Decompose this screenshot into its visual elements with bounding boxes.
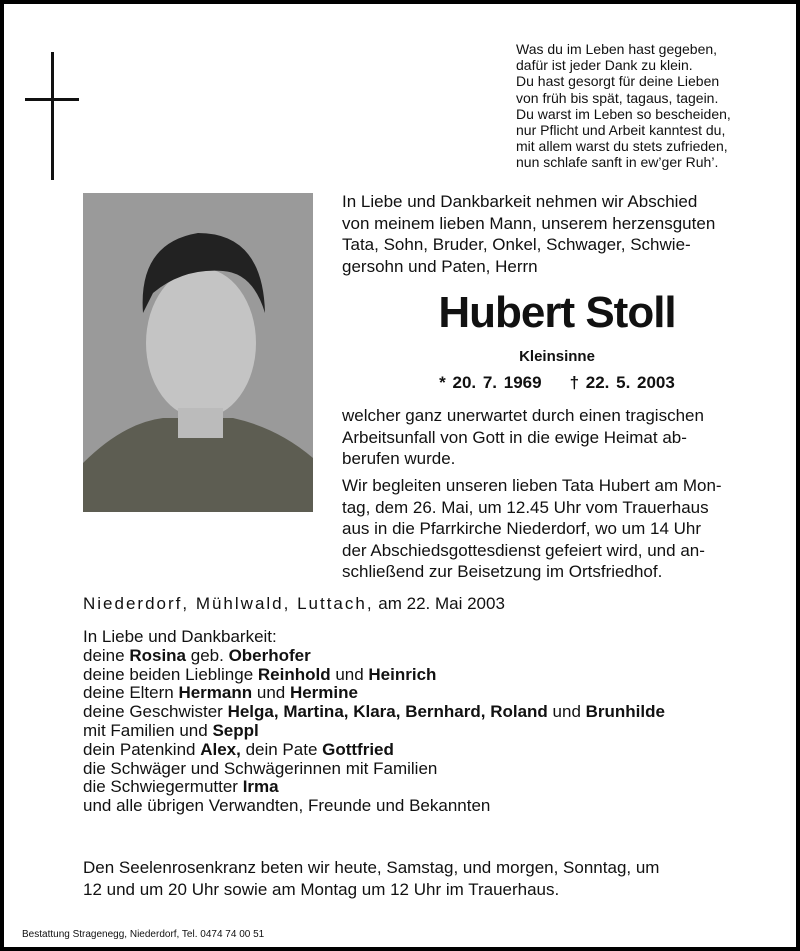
poem-line: von früh bis spät, tagaus, tagein. (516, 89, 719, 106)
mourner-text: und (547, 702, 586, 722)
funeral-details (342, 475, 782, 583)
mourner-text: die Schwäger und Schwägerinnen mit Familien (83, 758, 438, 778)
death-circumstance (342, 405, 782, 470)
poem-line: nur Pflicht und Arbeit kanntest du, (516, 122, 726, 139)
mourner-name: Seppl (212, 720, 259, 740)
mourner-line (83, 647, 665, 666)
date: am 22. Mai 2003 (378, 594, 505, 613)
poem-line: Du warst im Leben so bescheiden, (516, 105, 731, 122)
text-line: aus in die Pfarrkirche Niederdorf, wo um 14 Uhr (342, 519, 702, 538)
text-line: schließend zur Beisetzung im Ortsfriedhof. (342, 562, 663, 581)
deceased-hometown: Kleinsinne (519, 348, 595, 365)
poem-line: Du hast gesorgt für deine Lieben (516, 73, 720, 90)
mourner-text: deine Geschwister (83, 702, 228, 722)
mourner-name: Oberhofer (228, 645, 311, 665)
intro-text (342, 191, 782, 277)
mourner-text: mit Familien und (83, 720, 213, 740)
mourner-line (83, 628, 665, 647)
mourner-name: Alex, (200, 739, 241, 759)
mourner-line (83, 684, 665, 703)
location: Niederdorf, Mühlwald, Luttach, (83, 594, 374, 613)
life-dates (342, 372, 772, 393)
mourner-text: geb. (186, 645, 229, 665)
mourner-text: deine (83, 645, 130, 665)
text-line: Den Seelenrosenkranz beten wir heute, Samstag, und morgen, Sonntag, um (83, 858, 660, 877)
portrait-photo (83, 193, 313, 512)
mourner-text: und alle übrigen Verwandten, Freunde und Bekannten (83, 796, 491, 816)
mourner-text: dein Pate (240, 739, 323, 759)
intro-line: Tata, Sohn, Bruder, Onkel, Schwager, Schwie- (342, 235, 691, 254)
text-line: 12 und um 20 Uhr sowie am Montag um 12 Uhr im Trauerhaus. (83, 880, 560, 899)
mourners-list (83, 628, 665, 816)
text-line: Wir begleiten unseren lieben Tata Hubert am Mon- (342, 476, 722, 495)
mourner-name: Heinrich (368, 664, 437, 684)
mourner-line (83, 797, 665, 816)
mourner-name: Irma (242, 777, 279, 797)
mourner-line (83, 703, 665, 722)
poem-line: mit allem warst du stets zufrieden, (516, 138, 728, 155)
mourner-text: deine Eltern (83, 683, 179, 703)
mourner-text: In Liebe und Dankbarkeit: (83, 627, 277, 646)
mourner-line (83, 722, 665, 741)
location-date (83, 593, 505, 614)
mourner-name: Gottfried (322, 739, 394, 759)
text-line: berufen wurde. (342, 449, 456, 468)
mourner-line (83, 760, 665, 779)
mourner-name: Hermine (289, 683, 358, 703)
poem (516, 41, 731, 171)
mourner-text: die Schwiegermutter (83, 777, 243, 797)
intro-line: gersohn und Paten, Herrn (342, 256, 538, 276)
mourner-text: deine beiden Lieblinge (83, 664, 258, 684)
mourner-text: und (252, 683, 290, 703)
poem-line: Was du im Leben hast gegeben, (516, 41, 718, 57)
intro-line: von meinem lieben Mann, unserem herzensguten (342, 213, 716, 233)
intro-line: In Liebe und Dankbarkeit nehmen wir Abschied (342, 192, 698, 211)
mourner-name: Hermann (178, 683, 253, 703)
text-line: tag, dem 26. Mai, um 12.45 Uhr vom Trauerhaus (342, 497, 709, 517)
mourner-text: und (330, 664, 369, 684)
mourner-text: dein Patenkind (83, 739, 201, 759)
mourner-name: Brunhilde (585, 702, 665, 722)
birth-date: * 20. 7. 1969 (439, 373, 542, 392)
poem-line: nun schlafe sanft in ew’ger Ruh’. (516, 154, 719, 171)
deceased-name: Hubert Stoll (438, 288, 676, 337)
mourner-name: Helga, Martina, Klara, Bernhard, Roland (227, 702, 548, 722)
text-line: welcher ganz unerwartet durch einen tragischen (342, 406, 704, 425)
death-date: † 22. 5. 2003 (569, 373, 675, 392)
funeral-home-footer: Bestattung Stragenegg, Niederdorf, Tel. 0474 74 00 51 (22, 929, 265, 940)
text-line: der Abschiedsgottesdienst gefeiert wird, und an- (342, 540, 705, 560)
text-line: Arbeitsunfall von Gott in die ewige Heimat ab- (342, 427, 687, 447)
rosary-notice (83, 857, 783, 901)
mourner-name: Reinhold (257, 664, 331, 684)
poem-line: dafür ist jeder Dank zu klein. (516, 57, 693, 74)
mourner-line (83, 778, 665, 797)
mourner-name: Rosina (129, 645, 187, 665)
mourner-line (83, 666, 665, 685)
mourner-line (83, 741, 665, 760)
